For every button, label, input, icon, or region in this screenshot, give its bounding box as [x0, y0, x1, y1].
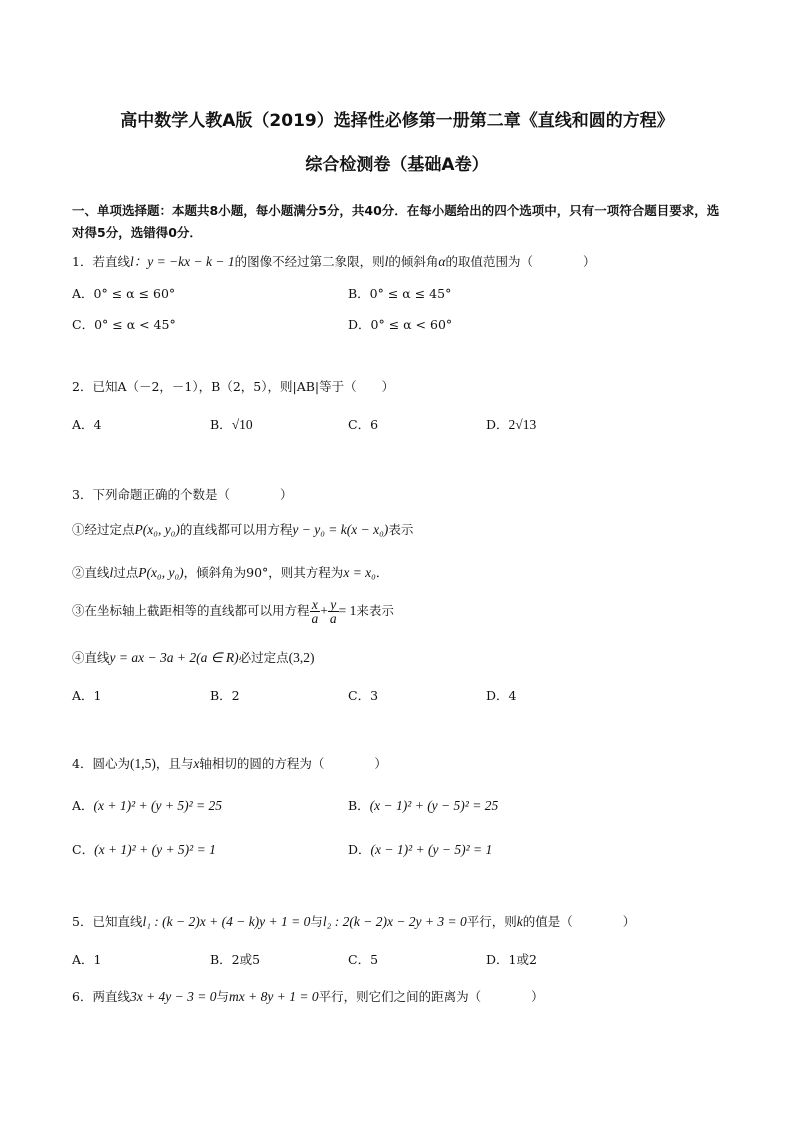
q3-s2-e: ，倾斜角为90°，则其方程为: [183, 565, 344, 580]
question-3-stem: 3．下列命题正确的个数是（ ）: [72, 487, 293, 502]
q4-c-equation: (x + 1)² + (y + 5)² = 1: [94, 842, 216, 857]
q4-c-label: C．: [72, 842, 95, 857]
q1-stem-c: 的倾斜角: [388, 254, 439, 269]
q3-s1-e: 表示: [388, 522, 414, 537]
q1-equation: l：y = −kx − k − 1: [129, 254, 235, 269]
q3-statement-1: [72, 520, 413, 538]
q5-line-1: l₁ : (k − 2)x + (4 − k)y + 1 = 0: [142, 914, 311, 929]
q3-s1-a: ①经过定点: [72, 522, 135, 537]
q3-statement-2: [72, 563, 388, 581]
q1-option-a: A．0° ≤ α ≤ 60°: [72, 286, 176, 301]
q3-statement-3: [72, 598, 394, 625]
q3-s3-a: ③在坐标轴上截距相等的直线都可以用方程: [72, 603, 310, 618]
q4-stem-c: 轴相切的圆的方程为（ ）: [199, 756, 387, 771]
q4-a-equation: (x + 1)² + (y + 5)² = 25: [93, 798, 223, 813]
q5-stem-c: 平行，则: [466, 914, 517, 929]
q3-s1-point: P(x₀, y₀): [134, 522, 180, 537]
q5-option-d: D．1或2: [486, 952, 537, 967]
q5-stem-a: 5．已知直线: [72, 914, 143, 929]
q1-stem-b: 的图像不经过第二象限，则: [234, 254, 385, 269]
q2-option-d: [486, 415, 536, 433]
q6-equation-1: 3x + 4y − 3 = 0: [129, 989, 217, 1004]
q4-option-a: [72, 796, 222, 814]
q3-s2-a: ②直线: [72, 565, 110, 580]
q3-s4-a: ④直线: [72, 650, 110, 665]
question-4-stem: [72, 754, 387, 772]
q4-d-equation: (x − 1)² + (y − 5)² = 1: [370, 842, 493, 857]
q5-line-2: l₂ : 2(k − 2)x − 2y + 3 = 0: [322, 914, 467, 929]
q1-option-d: D．0° ≤ α < 60°: [348, 317, 453, 332]
q4-option-c: [72, 840, 216, 858]
q3-s3-b: 来表示: [356, 603, 394, 618]
q5-stem-d: 的值是（ ）: [522, 914, 636, 929]
q6-equation-2: mx + 8y + 1 = 0: [229, 989, 319, 1004]
q3-s2-g: ．: [375, 565, 389, 580]
q3-frac2-den: a: [329, 611, 337, 626]
q2-option-d-value: 2√13: [508, 417, 537, 432]
q3-s4-c: 必过定点: [238, 650, 289, 665]
q3-s2-line: l: [109, 565, 114, 580]
q1-line-symbol: l: [384, 254, 389, 269]
q5-stem-b: 与: [310, 914, 323, 929]
q4-option-d: [348, 840, 492, 858]
section-heading: 一、单项选择题：本题共8小题，每小题满分5分，共40分．在每小题给出的四个选项中，只有一项符合题目要求，选对得5分，选错得0分．: [72, 203, 720, 240]
q1-stem-d: 的取值范围为（ ）: [445, 254, 596, 269]
q3-statement-4: [72, 648, 314, 666]
q5-k: k: [516, 914, 523, 929]
q1-option-b: B．0° ≤ α ≤ 45°: [348, 286, 452, 301]
q4-option-b: [348, 796, 498, 814]
q3-frac1-den: a: [311, 611, 319, 626]
q5-option-c: C．5: [348, 952, 379, 967]
question-5-stem: [72, 912, 635, 930]
question-1-stem: [72, 250, 596, 270]
question-6-stem: [72, 987, 544, 1005]
title-line-1: 高中数学人教A版（2019）选择性必修第一册第二章《直线和圆的方程》: [120, 111, 674, 131]
q3-option-c: C．3: [348, 688, 379, 703]
q5-option-a: A．1: [72, 952, 102, 967]
q4-stem-b: ，且与: [155, 756, 194, 771]
q1-option-c: C．0° ≤ α < 45°: [72, 317, 176, 332]
q2-option-b-label: B．: [210, 417, 232, 432]
q6-stem-c: 平行，则它们之间的距离为（ ）: [318, 989, 544, 1004]
q3-fraction-y-over-a: [328, 598, 339, 625]
q1-stem-a: 1．若直线: [72, 254, 130, 269]
q2-option-d-label: D．: [486, 417, 509, 432]
q3-s4-equation: y = ax − 3a + 2(a ∈ R): [109, 650, 239, 665]
question-2-stem: 2．已知A（－2，－1），B（2，5），则|AB|等于（ ）: [72, 379, 395, 394]
q5-option-b: B．2或5: [210, 952, 261, 967]
q3-fraction-x-over-a: [310, 598, 321, 625]
q3-s2-c: 过点: [113, 565, 139, 580]
q4-d-label: D．: [348, 842, 371, 857]
q2-option-a: A．4: [72, 417, 102, 432]
q3-option-d: D．4: [486, 688, 517, 703]
q3-frac1-num: x: [310, 598, 321, 612]
q3-s4-point: (3,2): [288, 650, 315, 665]
q3-option-b: B．2: [210, 688, 240, 703]
q4-stem-a: 4．圆心为: [72, 756, 130, 771]
q3-s1-equation: y − y₀ = k(x − x₀): [292, 522, 389, 537]
q6-stem-a: 6．两直线: [72, 989, 130, 1004]
q3-frac2-num: y: [328, 598, 339, 612]
q4-x-axis: x: [193, 756, 200, 771]
q3-s2-point: P(x₀, y₀): [138, 565, 184, 580]
q4-b-label: B．: [348, 798, 370, 813]
q1-alpha: α: [438, 254, 446, 269]
q3-s1-c: 的直线都可以用方程: [179, 522, 293, 537]
title-line-2: 综合检测卷（基础A卷）: [305, 155, 489, 175]
q3-s2-equation: x = x₀: [343, 565, 376, 580]
q3-option-a: A．1: [72, 688, 102, 703]
q4-a-label: A．: [72, 798, 94, 813]
q4-center: (1,5): [129, 756, 156, 771]
q3-plus: +: [320, 603, 328, 618]
q3-equals-one: = 1: [338, 603, 357, 618]
q2-option-b-value: √10: [231, 417, 253, 432]
q4-b-equation: (x − 1)² + (y − 5)² = 25: [369, 798, 499, 813]
q2-option-b: [210, 415, 253, 433]
q6-stem-b: 与: [216, 989, 230, 1004]
q2-option-c: C．6: [348, 417, 379, 432]
